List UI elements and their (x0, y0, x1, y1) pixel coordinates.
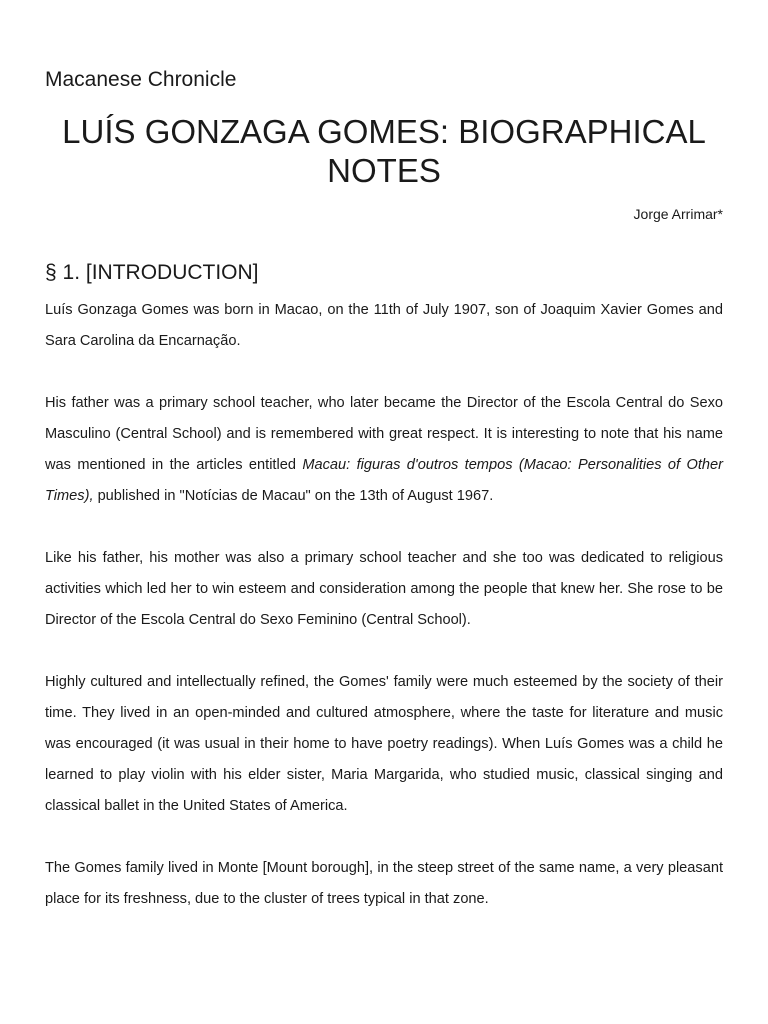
paragraph-residence: The Gomes family lived in Monte [Mount borough], in the steep street of the same name, a very pleasant place for its freshness, due to the cluster of trees typical in that zone. (45, 860, 723, 907)
article-reference-title: Macau: figuras d'outros tempos (Macao: Personalities of Other Times), (45, 457, 723, 504)
article-title: LUÍS GONZAGA GOMES: BIOGRAPHICAL NOTES (62, 113, 706, 189)
section-heading: § 1. [INTRODUCTION] (45, 261, 259, 284)
paragraph-mother: Like his father, his mother was also a primary school teacher and she too was dedicated to religious activities which led her to win esteem and consideration among the people that knew her. She rose to be Director of the Escola Central do Sexo Feminino (Central School). (45, 550, 723, 628)
paragraph-birth: Luís Gonzaga Gomes was born in Macao, on the 11th of July 1907, son of Joaquim Xavier Gomes and Sara Carolina da Encarnação. (45, 302, 723, 349)
paragraph-father-text-a: His father was a primary school teacher, who later became the Director of the Escola Central do Sexo Masculino (Central School) and is remembered with great respect. It is interesting to note that his name was mentioned in the articles entitled (45, 395, 723, 473)
article-body (45, 295, 723, 946)
chronicle-label: Macanese Chronicle (45, 68, 237, 91)
paragraph-father (45, 388, 723, 512)
author-name: Jorge Arrimar* (633, 206, 723, 222)
paragraph-father-text-b: published in "Notícias de Macau" on the 13th of August 1967. (93, 488, 494, 504)
paragraph-family: Highly cultured and intellectually refined, the Gomes' family were much esteemed by the society of their time. They lived in an open-minded and cultured atmosphere, where the taste for literature and music was encouraged (it was usual in their home to have poetry readings). When Luís Gomes was a child he learned to play violin with his elder sister, Maria Margarida, who studied music, classical singing and classical ballet in the United States of America. (45, 674, 723, 814)
